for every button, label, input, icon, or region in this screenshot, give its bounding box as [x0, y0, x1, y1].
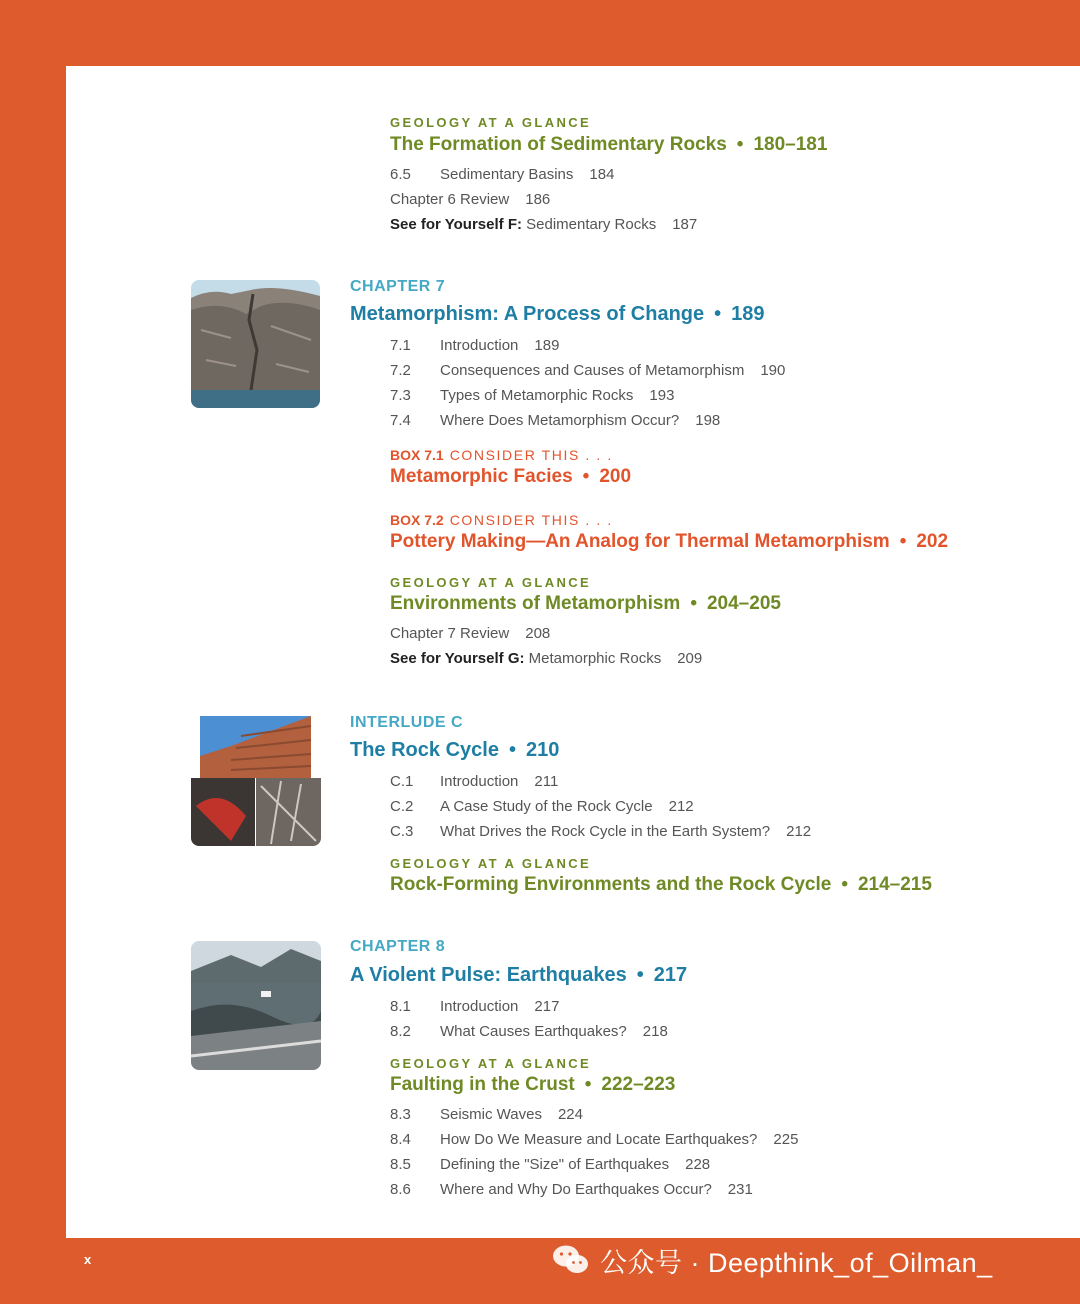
section-page: 198	[695, 412, 721, 429]
chapter-label: CHAPTER 8	[350, 938, 446, 955]
box-label: CONSIDER THIS . . .	[449, 512, 613, 528]
ga-entry-title[interactable]: Environments of Metamorphism • 204–205	[390, 593, 781, 614]
chapter-title: A Violent Pulse: Earthquakes	[350, 964, 627, 986]
toc-row[interactable]	[390, 387, 910, 407]
ga-pages: 180–181	[753, 134, 828, 155]
watermark	[552, 1240, 993, 1280]
interlude-title-row[interactable]: The Rock Cycle • 210	[350, 739, 560, 761]
page-number: x	[84, 1252, 92, 1267]
section-number: C.1	[390, 773, 414, 790]
toc-row[interactable]	[390, 1023, 910, 1043]
chapter-title-row[interactable]: Metamorphism: A Process of Change • 189	[350, 303, 765, 325]
section-number: 7.3	[390, 387, 411, 404]
chapter-review-row[interactable]	[390, 625, 550, 642]
sfy-label: See for Yourself G:	[390, 650, 525, 667]
ga-label: GEOLOGY AT A GLANCE	[390, 575, 592, 590]
sfy-label: See for Yourself F:	[390, 216, 522, 233]
section-title: What Causes Earthquakes?	[440, 1023, 627, 1040]
box-number: BOX 7.2	[390, 512, 444, 528]
toc-row[interactable]	[390, 823, 910, 843]
chapter-review-row[interactable]	[390, 191, 550, 208]
sfy-page: 187	[672, 216, 698, 233]
section-title: Defining the "Size" of Earthquakes	[440, 1156, 670, 1173]
section-page: 193	[649, 387, 675, 404]
box-title-row[interactable]: Metamorphic Facies • 200	[390, 466, 632, 487]
toc-row[interactable]	[390, 798, 910, 818]
section-title: Where Does Metamorphism Occur?	[440, 412, 680, 429]
chapter-review-page: 186	[525, 191, 551, 208]
box-page: 200	[599, 466, 632, 487]
box-title: Metamorphic Facies	[390, 466, 573, 487]
box-label: CONSIDER THIS . . .	[449, 447, 613, 463]
see-for-yourself-row[interactable]	[390, 650, 702, 667]
section-number: 7.1	[390, 337, 411, 354]
sfy-text: Metamorphic Rocks	[528, 650, 662, 667]
toc-row[interactable]	[390, 998, 910, 1018]
section-page: 212	[668, 798, 694, 815]
section-page: 231	[727, 1181, 753, 1198]
ga-label: GEOLOGY AT A GLANCE	[390, 856, 592, 871]
rock-cycle-photo-collage	[191, 716, 321, 846]
wechat-icon	[552, 1244, 590, 1276]
interlude-title: The Rock Cycle	[350, 739, 499, 761]
toc-row[interactable]	[390, 166, 890, 186]
toc-row[interactable]	[390, 773, 910, 793]
section-title: Types of Metamorphic Rocks	[440, 387, 634, 404]
toc-row[interactable]	[390, 412, 910, 432]
interlude-label: INTERLUDE C	[350, 714, 464, 731]
box-title-row[interactable]: Pottery Making—An Analog for Thermal Metamorphism • 202	[390, 531, 949, 552]
box-header	[390, 512, 613, 528]
ga-label: GEOLOGY AT A GLANCE	[390, 115, 592, 130]
toc-row[interactable]	[390, 362, 910, 382]
section-number: 8.5	[390, 1156, 411, 1173]
section-title: A Case Study of the Rock Cycle	[440, 798, 653, 815]
section-number: 7.4	[390, 412, 411, 429]
section-number: 8.6	[390, 1181, 411, 1198]
section-title: Sedimentary Basins	[440, 166, 574, 183]
ga-pages: 214–215	[857, 874, 932, 895]
section-page: 224	[557, 1106, 583, 1123]
toc-row[interactable]	[390, 1106, 910, 1126]
section-number: C.2	[390, 798, 414, 815]
section-page: 218	[642, 1023, 668, 1040]
ga-entry-title[interactable]: Faulting in the Crust • 222–223	[390, 1074, 676, 1095]
chapter-review: Chapter 7 Review	[390, 625, 510, 642]
toc-row[interactable]	[390, 1156, 910, 1176]
section-page: 212	[786, 823, 812, 840]
toc-row[interactable]	[390, 1181, 910, 1201]
section-title: Introduction	[440, 998, 519, 1015]
toc-row[interactable]	[390, 337, 910, 357]
ga-label: GEOLOGY AT A GLANCE	[390, 1056, 592, 1071]
chapter-label: CHAPTER 7	[350, 278, 446, 295]
section-number: 8.1	[390, 998, 411, 1015]
sfy-page: 209	[677, 650, 703, 667]
see-for-yourself-row[interactable]	[390, 216, 697, 233]
section-number: 8.2	[390, 1023, 411, 1040]
ga-title: Faulting in the Crust	[390, 1074, 575, 1095]
tsunami-photo	[191, 941, 321, 1070]
section-page: 189	[534, 337, 560, 354]
section-number: 8.3	[390, 1106, 411, 1123]
box-header	[390, 447, 613, 463]
section-page: 225	[773, 1131, 799, 1148]
interlude-page: 210	[525, 739, 560, 761]
section-title: Where and Why Do Earthquakes Occur?	[440, 1181, 712, 1198]
chapter-review-page: 208	[525, 625, 551, 642]
toc-row[interactable]	[390, 1131, 910, 1151]
section-title: How Do We Measure and Locate Earthquakes?	[440, 1131, 758, 1148]
ga-title: Environments of Metamorphism	[390, 593, 681, 614]
watermark-text: 公众号 · Deepthink_of_Oilman_	[600, 1247, 993, 1278]
ga-entry-title[interactable]: Rock-Forming Environments and the Rock Cycle • 214–215	[390, 874, 932, 895]
section-page: 211	[534, 773, 559, 790]
chapter-review: Chapter 6 Review	[390, 191, 510, 208]
box-title: Pottery Making—An Analog for Thermal Metamorphism	[390, 531, 890, 552]
ga-pages: 204–205	[706, 593, 781, 614]
section-page: 228	[685, 1156, 711, 1173]
rock-cliff-photo	[191, 280, 320, 408]
ga-entry-title[interactable]: The Formation of Sedimentary Rocks • 180–181	[390, 134, 828, 155]
section-page: 184	[589, 166, 615, 183]
sfy-text: Sedimentary Rocks	[526, 216, 657, 233]
section-number: 8.4	[390, 1131, 411, 1148]
box-page: 202	[916, 531, 949, 552]
chapter-page: 189	[731, 303, 765, 325]
ga-title: The Formation of Sedimentary Rocks	[390, 134, 727, 155]
section-number: 6.5	[390, 166, 411, 183]
section-title: Introduction	[440, 773, 519, 790]
section-title: Seismic Waves	[440, 1106, 542, 1123]
box-number: BOX 7.1	[390, 447, 444, 463]
ga-title: Rock-Forming Environments and the Rock Cycle	[390, 874, 832, 895]
ga-pages: 222–223	[601, 1074, 676, 1095]
section-page: 217	[534, 998, 560, 1015]
chapter-page: 217	[653, 964, 688, 986]
section-number: C.3	[390, 823, 414, 840]
chapter-title: Metamorphism: A Process of Change	[350, 303, 705, 325]
section-number: 7.2	[390, 362, 411, 379]
section-title: What Drives the Rock Cycle in the Earth System?	[440, 823, 771, 840]
section-title: Introduction	[440, 337, 519, 354]
chapter-title-row[interactable]: A Violent Pulse: Earthquakes • 217	[350, 964, 688, 986]
section-page: 190	[760, 362, 786, 379]
section-title: Consequences and Causes of Metamorphism	[440, 362, 745, 379]
